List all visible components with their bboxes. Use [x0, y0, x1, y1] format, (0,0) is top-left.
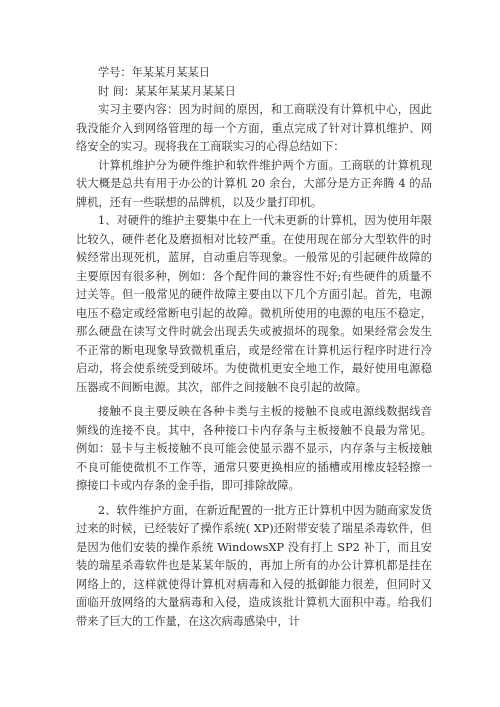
paragraph-contact: 接触不良主要反映在各种卡类与主板的接触不良或电源线数据线音频线的连接不良。其中，各种接口卡内存条与主板接触不良最为常见。例如：显卡与主板接触不良可能会使显示器不显示，内存条与主板接触不良可能使微机不工作等，通常只要更换相应的插槽或用橡皮轻轻擦一擦接口卡或内存条的金手指，即可排除故障。: [76, 405, 432, 492]
paragraph-hardware: 1、对硬件的维护主要集中在上一代未更新的计算机，因为使用年限比较久，硬件老化及磨损相对比较严重。在使用现在部分大型软件的时候经常出现死机，蓝屏，自动重启等现象。一般常见的引起硬件故障的主要原因有很多种，例如：各个配件间的兼容性不好;有些硬件的质量不过关等。但一般常见的硬件故障主要由以下几个方面引起。首先，电源电压不稳定或经常断电引起的故障。微机所使用的电源的电压不稳定，那么硬盘在读写文件时就会出现丢失或被损坏的现象。如果经常会发生不正常的断电现象导致微机重启，或是经常在计算机运行程序时进行冷启动，将会使系统受到破坏。为使微机更安全地工作，最好使用电源稳压器或不间断电源。其次，部件之间接触不良引起的故障。: [76, 214, 432, 394]
student-id-line: 学号：年某某月某某日: [98, 66, 210, 79]
paragraph-software: 2、软件维护方面，在新近配置的一批方正计算机中因为随商家发货过来的时候，已经装好了操作系统( XP)还附带安装了瑞星杀毒软件，但是因为他们安装的操作系统 WindowsXP 没有打上 SP2 补丁，而且安装的瑞星杀毒软件也是某某年版的，再加上所有的办公计算机都是挂在网络上的，这样就使得计算机对病毒和入侵的抵御能力很差，但同时又面临开放网络的大量病毒和入侵，造成该批计算机大面积中毒。给我们带来了巨大的工作量，在这次病毒感染中，计: [76, 503, 432, 628]
paragraph-intro: 实习主要内容：因为时间的原因，和工商联没有计算机中心，因此我没能介入到网络管理的每一个方面，重点完成了针对计算机维护、网络安全的实习。现将我在工商联实习的心得总结如下：: [76, 103, 432, 153]
document-body: [76, 64, 432, 631]
paragraph-overview: 计算机维护分为硬件维护和软件维护两个方面。工商联的计算机现状大概是总共有用于办公的计算机 20 余台，大部分是方正奔腾 4 的品牌机，还有一些联想的品牌机，以及少量打印机。: [76, 158, 432, 209]
time-line: 时 间：某某年某某月某某日: [98, 84, 236, 98]
